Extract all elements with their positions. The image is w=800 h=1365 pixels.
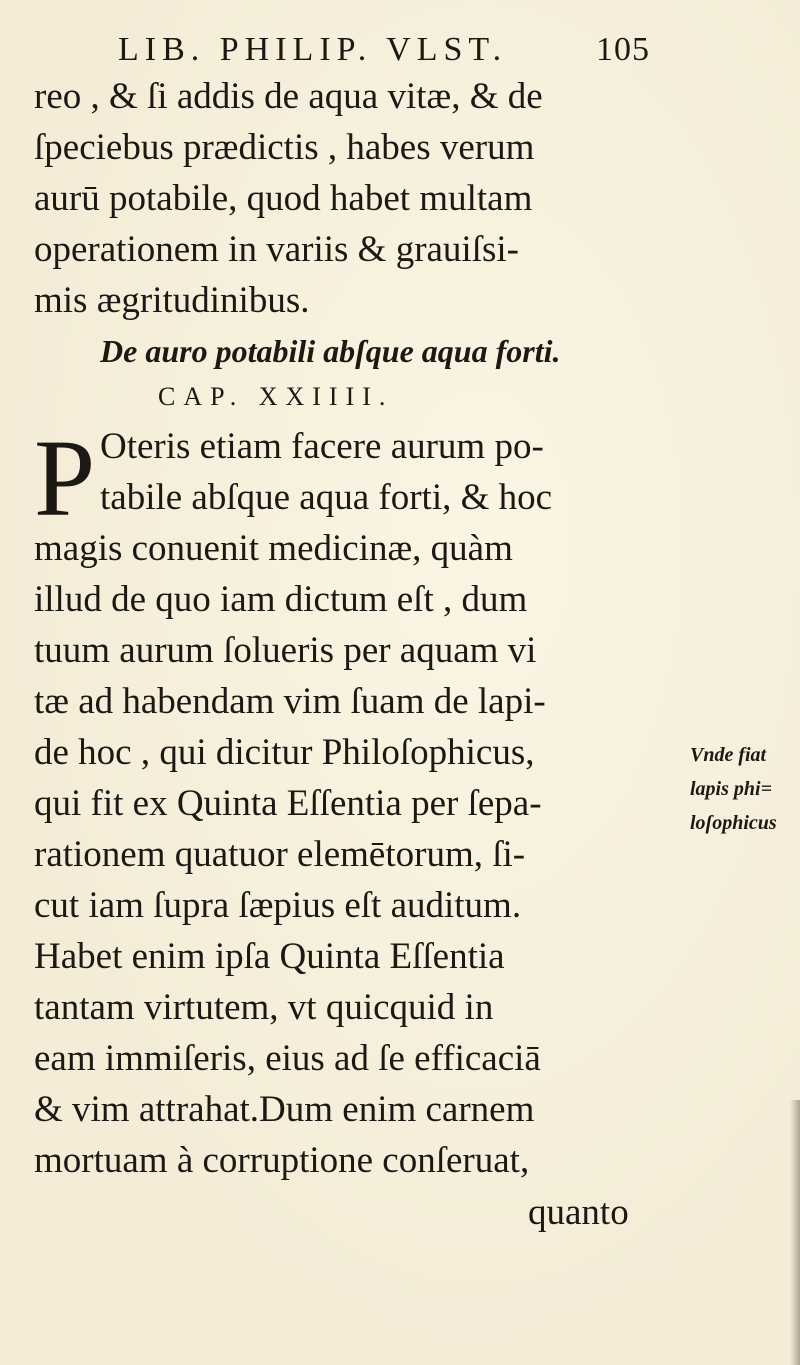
text-line: qui fit ex Quinta Eſſentia per ſepa-	[34, 783, 542, 824]
page-edge-shadow	[790, 1100, 800, 1365]
chapter-number: CAP. XXIIII.	[158, 382, 394, 411]
text-line: illud de quo iam dictum eſt , dum	[34, 579, 528, 620]
page-number: 105	[596, 31, 650, 68]
text-line: tæ ad habendam vim ſuam de lapi-	[34, 681, 546, 722]
text-line: rationem quatuor elemētorum, ſi-	[34, 834, 526, 875]
text-line: aurū potabile, quod habet multam	[34, 178, 533, 219]
text-line: reo , & ſi addis de aqua vitæ, & de	[34, 76, 543, 117]
drop-capital: P	[34, 417, 96, 539]
marginal-note-line: Vnde fiat	[690, 744, 767, 766]
text-line: de hoc , qui dicitur Philoſophicus,	[34, 732, 535, 773]
text-line: tabile abſque aqua forti, & hoc	[100, 477, 553, 518]
text-line: ſpeciebus prædictis , habes verum	[34, 127, 535, 168]
text-line: operationem in variis & grauiſsi-	[34, 229, 519, 270]
marginal-note-line: loſophicus	[690, 812, 777, 834]
text-line: tantam virtutem, vt quicquid in	[34, 987, 494, 1028]
text-line: cut iam ſupra ſæpius eſt auditum.	[34, 885, 522, 926]
catchword: quanto	[528, 1192, 629, 1233]
chapter-heading: De auro potabili abſque aqua forti.	[100, 333, 561, 369]
text-line: tuum aurum ſolueris per aquam vi	[34, 630, 537, 671]
text-line: Oteris etiam facere aurum po-	[100, 426, 544, 467]
marginal-note-line: lapis phi=	[690, 778, 772, 800]
text-line: mortuam à corruptione conſeruat,	[34, 1140, 530, 1181]
text-line: mis ægritudinibus.	[34, 280, 310, 321]
running-head-title: LIB. PHILIP. VLST.	[118, 31, 508, 68]
running-head	[118, 30, 678, 70]
text-line: & vim attrahat.Dum enim carnem	[34, 1089, 535, 1130]
text-line: Habet enim ipſa Quinta Eſſentia	[34, 936, 505, 977]
marginal-note	[690, 738, 798, 840]
text-line: magis conuenit medicinæ, quàm	[34, 528, 513, 569]
text-line: eam immiſeris, eius ad ſe efficaciā	[34, 1038, 541, 1079]
